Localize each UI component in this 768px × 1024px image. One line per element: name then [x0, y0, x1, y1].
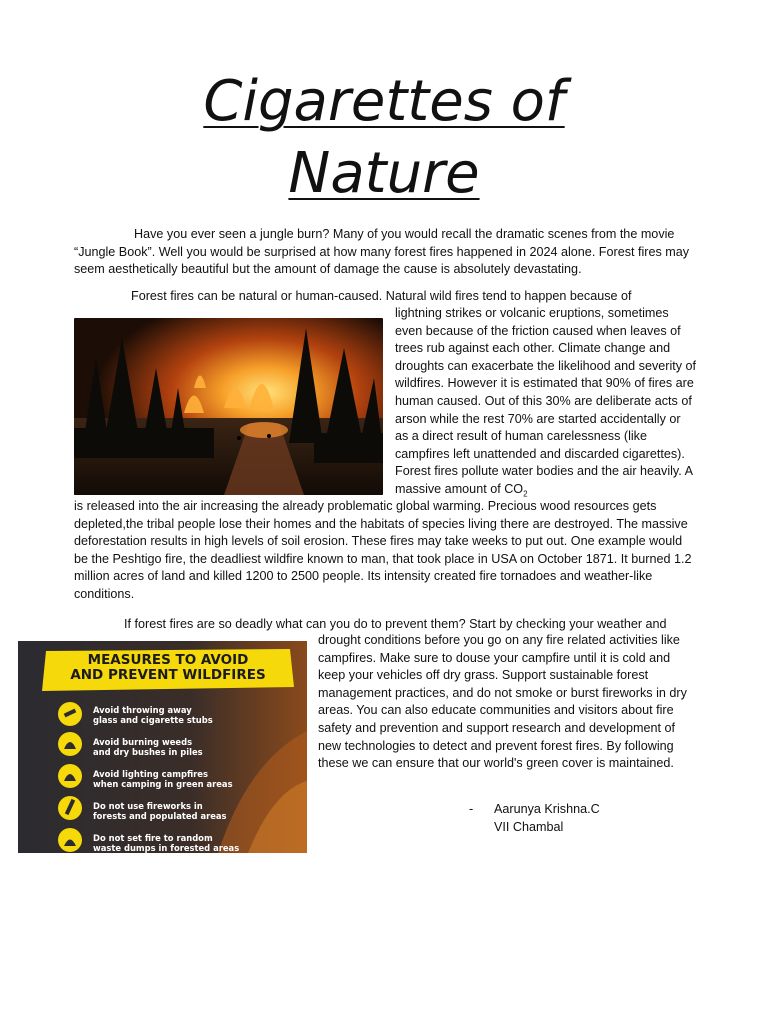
poster-item-line: Avoid lighting campfires	[93, 769, 208, 779]
paragraph-2-wrap-text	[395, 305, 697, 503]
paragraph-3-wrap-text: drought conditions before you go on any fire related activities like campfires. Make sure to douse your campfire until it is cold and keep your vehicles off dry grass. Support sustainable forest management practices, and do not smoke or burst fireworks in dry areas. You can also educate communities and visitors about fire safety and prevention and support research and development of new technologies to detect and prevent forest fires. By following these we can ensure that our world's green cover is maintained.	[318, 633, 687, 771]
forest-fire-photo	[74, 318, 383, 495]
poster-heading	[42, 653, 294, 683]
poster-item-line: and dry bushes in piles	[93, 747, 203, 757]
poster-item	[93, 769, 303, 801]
poster-item	[93, 737, 303, 769]
paragraph-2-wrapped	[395, 305, 697, 503]
poster-item-line: Do not use fireworks in	[93, 801, 203, 811]
poster-item-line: waste dumps in forested areas	[93, 843, 240, 853]
poster-item-line: glass and cigarette stubs	[93, 715, 213, 725]
poster-item	[93, 705, 303, 737]
signature-dash: -	[469, 802, 474, 816]
paragraph-1-text: Have you ever seen a jungle burn? Many of you would recall the dramatic scenes from the movie “Jungle Book”. Well you would be surprised at how many forest fires happened in 2024 alone. Forest fires may seem aesthetically beautiful but the amount of damage the cause is absolutely devastating.	[74, 227, 690, 277]
paragraph-3-wrapped	[318, 632, 698, 773]
paragraph-3-first-line	[74, 616, 696, 634]
author-class: VII Chambal	[494, 820, 564, 834]
paragraph-2-rest-text: is released into the air increasing the already problematic global warming. Precious wood resources gets depleted,the tribal people lose their homes and the habitats of species living there are destroyed. The massive deforestation results in high levels of soil erosion. These fires may take weeks to put out. One example would be the Peshtigo fire, the deadliest wildfire known to man, that took place in USA on October 1871. It burned 1.2 million acres of land and killed 1200 to 2500 people. Its intensity created fire tornadoes and weather-like conditions.	[74, 499, 692, 601]
poster-item	[93, 801, 303, 833]
title-line-2: Nature	[288, 141, 480, 206]
co2-subscript: 2	[523, 489, 528, 499]
author-name: Aarunya Krishna.C	[494, 802, 600, 816]
paragraph-2-rest	[74, 498, 696, 604]
poster-item-line: forests and populated areas	[93, 811, 227, 821]
poster-heading-line-2: AND PREVENT WILDFIRES	[70, 667, 266, 683]
wildfire-measures-poster	[18, 641, 307, 853]
poster-item-line: Avoid burning weeds	[93, 737, 193, 747]
document-title	[0, 66, 768, 210]
poster-item	[93, 833, 303, 853]
paragraph-2-line: Forest fires can be natural or human-caused. Natural wild fires tend to happen because of	[131, 289, 632, 303]
poster-items	[93, 705, 303, 853]
paragraph-3-line: If forest fires are so deadly what can you do to prevent them? Start by checking your weather and	[124, 617, 667, 631]
paragraph-2-wrap-span: lightning strikes or volcanic eruptions, sometimes even because of the friction caused when leaves of trees rub against each other. Climate change and droughts can exacerbate the likelihood and severity of wildfires. However it is estimated that 90% of fires are human caused. Out of this 30% are deliberate acts of arson while the rest 70% are started accidentally or as a direct result of human carelessness (like campfires left unattended and discarded cigarettes). Forest fires pollute water bodies and the air heavily. A massive amount of CO	[395, 306, 697, 496]
poster-item-line: Avoid throwing away	[93, 705, 192, 715]
paragraph-1	[74, 226, 696, 279]
poster-heading-line-1: MEASURES TO AVOID	[87, 652, 249, 668]
title-line-1: Cigarettes of	[203, 69, 565, 134]
poster-item-line: Do not set fire to random	[93, 833, 213, 843]
paragraph-2-first-line	[74, 288, 696, 306]
poster-item-line: when camping in green areas	[93, 779, 233, 789]
